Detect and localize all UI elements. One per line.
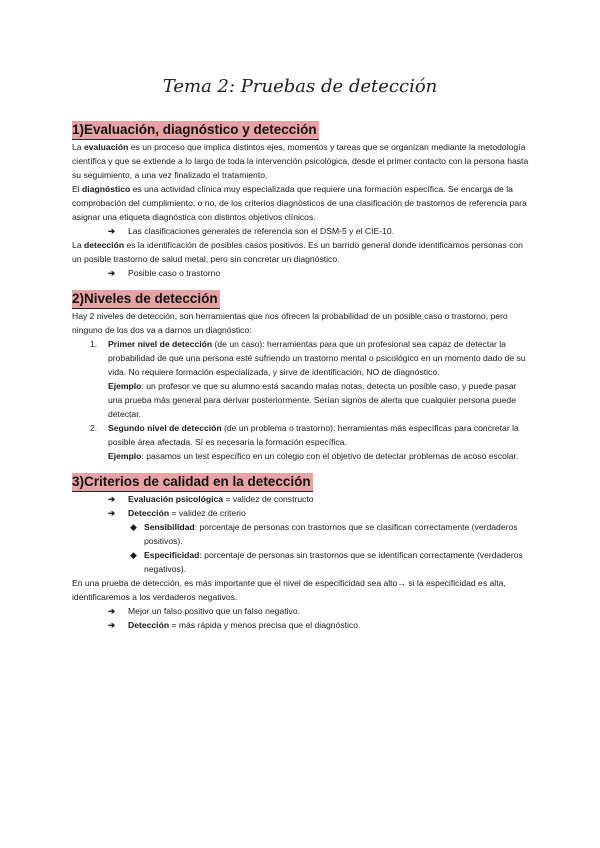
paragraph-deteccion bbox=[72, 238, 532, 266]
bold-term: diagnóstico bbox=[82, 184, 131, 194]
document-content bbox=[72, 121, 532, 638]
paragraph-evaluacion bbox=[72, 140, 532, 182]
text: : pasamos un test específico en un colegio con el objetivo de detectar problemas de acoso escolar. bbox=[141, 451, 519, 461]
section-evaluacion bbox=[72, 121, 532, 280]
list-item bbox=[72, 421, 532, 463]
text: = más rápida y menos precisa que el diagnóstico. bbox=[169, 620, 361, 630]
bold-term: Segundo nivel de detección bbox=[108, 423, 222, 433]
diamond-icon: ◆ bbox=[130, 550, 137, 560]
section-heading-1: 1)Evaluación, diagnóstico y detección bbox=[72, 121, 319, 140]
arrow-bullet bbox=[72, 224, 532, 238]
bold-term: Detección bbox=[128, 508, 170, 518]
arrow-bullet bbox=[72, 618, 532, 632]
bold-term: Ejemplo bbox=[108, 381, 142, 391]
arrow-icon: ➔ bbox=[108, 494, 116, 504]
bold-term: Detección bbox=[128, 620, 170, 630]
text: = validez de criterio bbox=[169, 508, 246, 518]
text: El bbox=[72, 184, 83, 194]
arrow-icon: ➔ bbox=[108, 268, 116, 278]
bullet-text: Posible caso o trastorno bbox=[128, 268, 221, 278]
bold-term: detección bbox=[83, 240, 125, 250]
section-niveles bbox=[72, 290, 532, 463]
bold-term: Sensibilidad bbox=[144, 522, 195, 532]
arrow-icon: ➔ bbox=[108, 508, 116, 518]
text: : un profesor ve que su alumno está sacando malas notas, detecta un posible caso, y puede pasar una prueba más general para derivar posteriormente. Serían signos de alerta que cualquier persona puede detectar. bbox=[108, 381, 517, 419]
bullet-text: Las clasificaciones generales de referencia son el DSM-5 y el CIE-10. bbox=[128, 226, 395, 236]
arrow-icon: ➔ bbox=[108, 606, 116, 616]
section-criterios bbox=[72, 473, 532, 632]
bold-term: Ejemplo bbox=[108, 451, 142, 461]
arrow-bullet bbox=[72, 492, 532, 506]
diamond-bullet bbox=[72, 520, 532, 548]
bold-term: Especificidad bbox=[144, 550, 200, 560]
paragraph-diagnostico bbox=[72, 182, 532, 224]
arrow-icon: ➔ bbox=[108, 620, 116, 630]
paragraph-intro: Hay 2 niveles de detección, son herramientas que nos ofrecen la probabilidad de un posible caso o trastorno, pero ninguno de los dos va a darnos un diagnóstico: bbox=[72, 311, 508, 335]
arrow-icon: ➔ bbox=[108, 226, 116, 236]
page-title: Tema 2: Pruebas de detección bbox=[162, 76, 438, 97]
bold-term: Primer nivel de detección bbox=[108, 339, 213, 349]
text: La bbox=[72, 142, 84, 152]
text: (de un problema o trastorno): herramientas más específicas para concretar la posible área afectada. Sí es necesaria la formación específica. bbox=[108, 423, 519, 447]
text: es la identificación de posibles casos positivos. Es un barrido general donde identificamos personas con un posible trastorno de salud metal, pero sin concretar un diagnóstico. bbox=[72, 240, 523, 264]
text: es una actividad clínica muy especializada que requiere una formación específica. Se encarga de la comprobación del cumplimiento, o no, de los criterios diagnósticos de una clasificación de trastornos de referencia para asignar una etiqueta diagnóstica con distintos objetivos clínicos. bbox=[72, 184, 527, 222]
text: La bbox=[72, 240, 84, 250]
arrow-bullet bbox=[72, 604, 532, 618]
paragraph-especificidad: En una prueba de detección, es más importante que el nivel de especificidad sea alto→ si la especificidad es alta, identificaremos a los verdaderos negativos. bbox=[72, 578, 506, 602]
bullet-text: Mejor un falso positivo que un falso negativo. bbox=[128, 606, 300, 616]
list-number: 1. bbox=[90, 339, 98, 349]
bold-term: Evaluación psicológica bbox=[128, 494, 224, 504]
list-number: 2. bbox=[90, 423, 98, 433]
arrow-bullet bbox=[72, 266, 532, 280]
text: (de un caso): herramientas para que un profesional sea capaz de detectar la probabilidad de que una persona esté sufriendo un trastorno mental o psicológico en un momento dado de su vida. No requiere formación especializada, y sirve de identificación, NO de diagnóstico. bbox=[108, 339, 526, 377]
section-heading-3: 3)Criterios de calidad en la detección bbox=[72, 473, 313, 492]
arrow-bullet bbox=[72, 506, 532, 520]
text: es un proceso que implica distintos ejes, momentos y tareas que se organizan mediante la metodología científica y que se extiende a lo largo de toda la intervención psicológica, desde el primer contacto con la persona hasta su seguimiento, a una vez finalizado el tratamiento. bbox=[72, 142, 529, 180]
text: : porcentaje de personas con trastornos que se clasifican correctamente (verdaderos positivos). bbox=[144, 522, 518, 546]
diamond-icon: ◆ bbox=[130, 522, 137, 532]
section-heading-2: 2)Niveles de detección bbox=[72, 290, 220, 309]
bold-term: evaluación bbox=[83, 142, 129, 152]
list-item bbox=[72, 337, 532, 421]
text: = validez de constructo bbox=[223, 494, 314, 504]
text: : porcentaje de personas sin trastornos que se identifican correctamente (verdaderos negativos). bbox=[144, 550, 523, 574]
diamond-bullet bbox=[72, 548, 532, 576]
